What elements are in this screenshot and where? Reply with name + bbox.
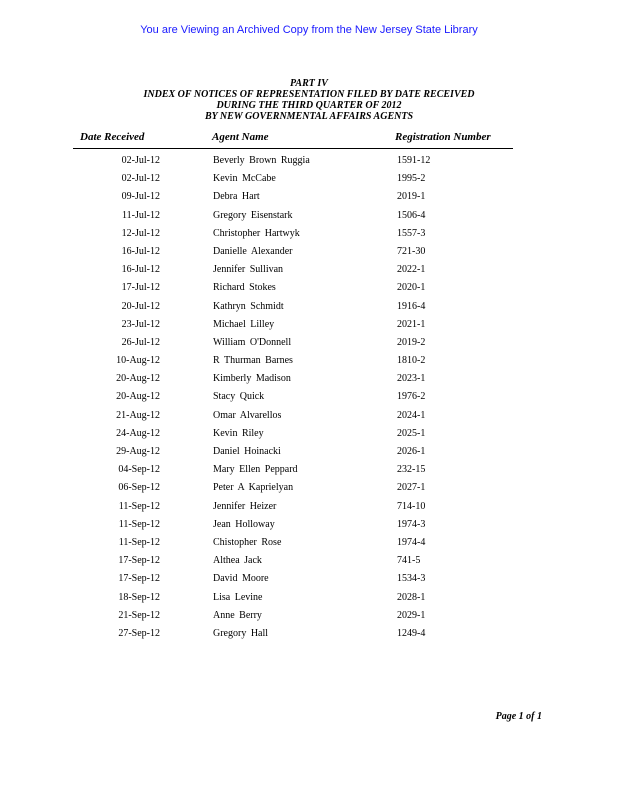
table-row (0, 319, 618, 337)
table-row (0, 210, 618, 228)
registration-number-cell: 1974-4 (397, 536, 426, 548)
table-body (0, 155, 618, 646)
title-line-4: BY NEW GOVERNMENTAL AFFAIRS AGENTS (204, 111, 414, 122)
agent-name-cell: Beverly Brown Ruggia (213, 155, 310, 166)
date-cell: 11-Sep-12 (118, 518, 160, 530)
registration-number-cell: 232-15 (397, 464, 426, 476)
registration-number-cell: 2029-1 (397, 609, 426, 621)
registration-number-cell: 2022-1 (397, 264, 426, 276)
agent-name-cell: Chistopher Rose (213, 536, 282, 548)
header-divider (73, 148, 513, 149)
date-cell: 27-Sep-12 (118, 627, 160, 639)
agent-name-cell: Danielle Alexander (213, 245, 293, 257)
date-cell: 21-Aug-12 (116, 409, 160, 421)
table-row (0, 610, 618, 628)
registration-number-cell: 2025-1 (397, 427, 426, 439)
table-row (0, 501, 618, 519)
agent-name-cell: Daniel Hoinacki (213, 446, 281, 457)
registration-number-cell: 2028-1 (397, 591, 426, 603)
agent-name-cell: William O'Donnell (213, 336, 292, 348)
table-header (0, 131, 618, 145)
agent-name-cell: Richard Stokes (213, 282, 276, 294)
agent-name-cell: Kevin McCabe (213, 173, 276, 185)
agent-name-cell: Kimberly Madison (213, 373, 291, 385)
registration-number-cell: 2023-1 (397, 373, 426, 385)
agent-name-cell: Michael Lilley (213, 318, 275, 330)
agent-name-cell: Kevin Riley (213, 427, 264, 439)
title-line-2: INDEX OF NOTICES OF REPRESENTATION FILED BY DATE RECEIVED (143, 89, 475, 100)
table-row (0, 355, 618, 373)
registration-number-cell: 2019-1 (397, 191, 426, 203)
date-cell: 04-Sep-12 (118, 464, 160, 476)
date-cell: 26-Jul-12 (121, 336, 160, 348)
date-cell: 11-Sep-12 (118, 536, 160, 548)
registration-number-cell: 2020-1 (397, 282, 426, 294)
table-row (0, 555, 618, 573)
registration-number-cell: 2027-1 (397, 482, 426, 494)
agent-name-cell: Jennifer Sullivan (213, 264, 284, 276)
agent-name-cell: Christopher Hartwyk (213, 227, 300, 239)
agent-name-cell: Althea Jack (213, 555, 262, 567)
table-row (0, 410, 618, 428)
registration-number-cell: 1916-4 (397, 300, 426, 312)
agent-name-cell: Omar Alvarellos (213, 409, 282, 421)
table-row (0, 246, 618, 264)
registration-number-cell: 741-5 (397, 555, 421, 567)
table-row (0, 173, 618, 191)
table-row (0, 337, 618, 355)
agent-name-cell: David Moore (213, 573, 269, 585)
date-cell: 20-Jul-12 (121, 300, 160, 312)
date-cell: 23-Jul-12 (121, 318, 160, 330)
date-cell: 10-Aug-12 (116, 355, 160, 367)
title-line-1: PART IV (290, 78, 328, 89)
registration-number-cell: 2019-2 (397, 336, 426, 348)
registration-number-cell: 1506-4 (397, 209, 426, 221)
table-row (0, 428, 618, 446)
date-cell: 18-Sep-12 (118, 591, 160, 603)
date-cell: 16-Jul-12 (121, 264, 160, 276)
registration-number-cell: 1591-12 (397, 155, 431, 166)
registration-number-cell: 1974-3 (397, 518, 426, 530)
page-number: Page 1 of 1 (495, 711, 542, 722)
title-line-3: DURING THE THIRD QUARTER OF 2012 (216, 100, 402, 111)
table-row (0, 573, 618, 591)
agent-name-cell: Debra Hart (213, 191, 260, 203)
agent-name-cell: Peter A Kaprielyan (213, 482, 294, 494)
registration-number-cell: 714-10 (397, 500, 426, 512)
registration-number-cell: 1557-3 (397, 227, 426, 239)
table-row (0, 482, 618, 500)
table-row (0, 191, 618, 209)
date-cell: 09-Jul-12 (121, 191, 160, 203)
date-cell: 02-Jul-12 (121, 173, 160, 185)
agent-name-cell: Stacy Quick (213, 391, 265, 403)
archive-banner: You are Viewing an Archived Copy from the New Jersey State Library (140, 24, 478, 36)
agent-name-cell: Gregory Eisenstark (213, 209, 293, 221)
date-cell: 17-Sep-12 (118, 573, 160, 585)
table-row (0, 446, 618, 464)
date-cell: 06-Sep-12 (118, 482, 160, 494)
registration-number-cell: 1810-2 (397, 355, 426, 367)
agent-name-cell: Gregory Hall (213, 627, 269, 639)
date-cell: 17-Jul-12 (121, 282, 160, 294)
date-cell: 11-Jul-12 (122, 209, 160, 221)
table-row (0, 537, 618, 555)
table-row (0, 301, 618, 319)
column-header-agent: Agent Name (212, 131, 269, 143)
table-row (0, 155, 618, 173)
date-cell: 29-Aug-12 (116, 446, 160, 457)
table-row (0, 282, 618, 300)
date-cell: 02-Jul-12 (121, 155, 160, 166)
date-cell: 24-Aug-12 (116, 427, 160, 439)
date-cell: 21-Sep-12 (118, 609, 160, 621)
date-cell: 20-Aug-12 (116, 391, 160, 403)
document-title (0, 78, 618, 122)
date-cell: 16-Jul-12 (121, 245, 160, 257)
table-row (0, 391, 618, 409)
registration-number-cell: 2024-1 (397, 409, 426, 421)
registration-number-cell: 1534-3 (397, 573, 426, 585)
date-cell: 12-Jul-12 (121, 227, 160, 239)
table-row (0, 592, 618, 610)
registration-number-cell: 1249-4 (397, 627, 426, 639)
agent-name-cell: Jennifer Heizer (213, 500, 277, 512)
agent-name-cell: Lisa Levine (213, 591, 263, 603)
registration-number-cell: 1976-2 (397, 391, 426, 403)
date-cell: 17-Sep-12 (118, 555, 160, 567)
agent-name-cell: Kathryn Schmidt (213, 300, 284, 312)
agent-name-cell: Jean Holloway (213, 518, 275, 530)
date-cell: 20-Aug-12 (116, 373, 160, 385)
registration-number-cell: 2021-1 (397, 318, 426, 330)
table-row (0, 519, 618, 537)
table-row (0, 228, 618, 246)
table-row (0, 373, 618, 391)
column-header-registration: Registration Number (395, 131, 491, 143)
agent-name-cell: Mary Ellen Peppard (213, 464, 298, 476)
agent-name-cell: R Thurman Barnes (213, 355, 293, 367)
date-cell: 11-Sep-12 (118, 500, 160, 512)
table-row (0, 464, 618, 482)
column-header-date: Date Received (80, 131, 145, 143)
registration-number-cell: 1995-2 (397, 173, 426, 185)
registration-number-cell: 721-30 (397, 245, 426, 257)
registration-number-cell: 2026-1 (397, 446, 426, 457)
agent-name-cell: Anne Berry (213, 609, 262, 621)
table-row (0, 628, 618, 646)
table-row (0, 264, 618, 282)
